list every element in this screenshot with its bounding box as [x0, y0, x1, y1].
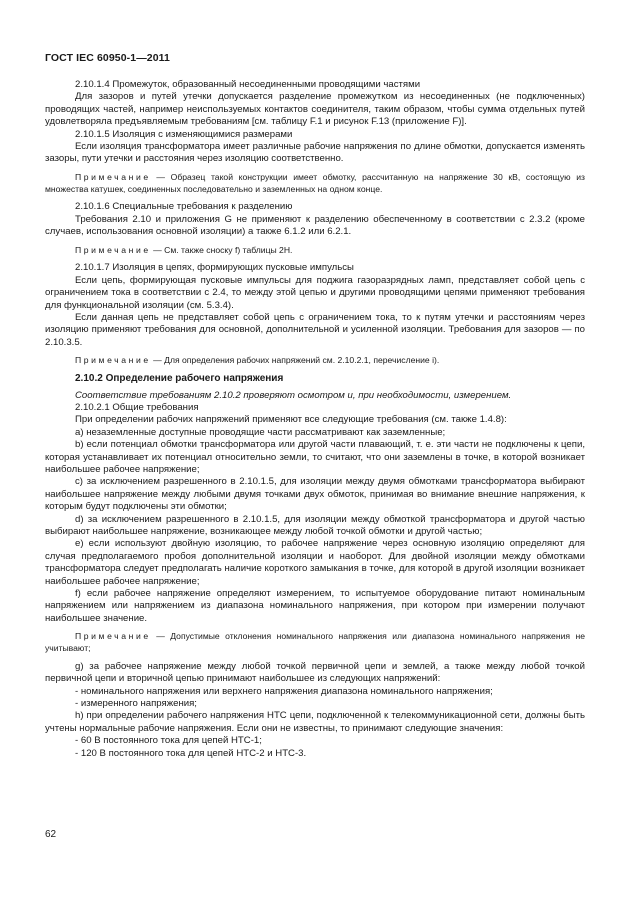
paragraph: 2.10.1.4 Промежуток, образованный несоединенными проводящими частями	[75, 79, 421, 90]
note-text: — Для определения рабочих напряжений см. 2.10.2.1, перечисление i).	[150, 355, 440, 366]
paragraph: Требования 2.10 и приложения G не применяют к разделению обеспеченному в соответствии с 2.3.2 (кроме случаев, использования основной изоляции) а также 6.1.2 или 6.2.1.	[45, 213, 585, 238]
note-text: — Образец такой конструкции имеет обмотку, рассчитанную на напряжение 30 кВ, состоящую из множества катушек, соединенных последовательно и заземленных на одном конце.	[45, 171, 585, 194]
paragraph: Для зазоров и путей утечки допускается разделение промежутком из несоединенных (не подключенных) проводящих частей, например неиспользуемых контактов соединителя, таким образом, чтобы сумма отдельных путей удовлетворяла предъявляемым требованиям [см. таблицу F.1 и рисунок F.13 (приложение F)].	[45, 91, 585, 128]
note-text: — См. также сноску f) таблицы 2Н.	[150, 244, 293, 255]
paragraph: h) при определении рабочего напряжения НТС цепи, подключенной к телекоммуникационной сети, должны быть учтены нормальные рабочие напряжения. Если они не известны, то принимают следующие значения:	[45, 710, 585, 734]
note-paragraph	[45, 631, 585, 655]
paragraph: Соответствие требованиям 2.10.2 проверяют осмотром и, при необходимости, измерением.	[75, 389, 512, 401]
paragraph: - 60 В постоянного тока для цепей НТС-1;	[75, 735, 262, 747]
note-paragraph	[45, 172, 585, 196]
paragraph: Если данная цепь не представляет собой цепь с ограничением тока, то к путям утечки и расстояниям через изоляцию применяют требования для основной, дополнительной и усиленной изоляции. Требования для зазоров — по 2.10.3.5.	[45, 312, 585, 348]
note-lead: Примечание	[75, 355, 151, 366]
paragraph: При определении рабочих напряжений применяют все следующие требования (см. также 1.4.8):	[75, 414, 507, 426]
paragraph: b) если потенциал обмотки трансформатора или другой части плавающий, т. е. эти части не подключены к цепи, которая устанавливает их потенциал относительно земли, то считают, что они заземлены в точке, в которой возникает наибольшее рабочее напряжение;	[45, 439, 585, 475]
note-lead: Примечание	[75, 631, 151, 642]
paragraph: 2.10.1.6 Специальные требования к разделению	[75, 201, 293, 213]
paragraph: d) за исключением разрешенного в 2.10.1.5, для изоляции между обмоткой трансформатора и другой частью выбирают наибольшее напряжение, возникающее между любой точкой обмотки и другой частью;	[45, 513, 585, 537]
paragraph: a) незаземленные доступные проводящие части рассматривают как заземленные;	[75, 426, 446, 438]
page-number: 62	[45, 829, 57, 840]
paragraph: 2.10.1.5 Изоляция с изменяющимися размерами	[75, 128, 293, 140]
note-lead: Примечание	[75, 171, 151, 182]
paragraph: Если изоляция трансформатора имеет различные рабочие напряжения по длине обмотки, допускается изменять зазоры, пути утечки и расстояния через изоляцию соответственно.	[45, 141, 585, 165]
paragraph: f) если рабочее напряжение определяют измерением, то испытуемое оборудование питают номинальным напряжением или напряжением из диапазона номинального напряжения, при котором при измерении получают наибольшее значение.	[45, 588, 585, 624]
paragraph: - 120 В постоянного тока для цепей НТС-2 и НТС-3.	[75, 747, 307, 759]
section-heading: 2.10.2 Определение рабочего напряжения	[75, 373, 284, 385]
document-body	[45, 79, 585, 760]
paragraph: e) если используют двойную изоляцию, то рабочее напряжение через основную изоляцию определяют для случая предполагаемого пробоя дополнительной изоляции и наоборот. Для двойной изоляции между обмотками трансформатора следует предполагать наличие короткого замыкания в точке, для которой в другой изоляции возникает наибольшее рабочее напряжение;	[45, 538, 585, 587]
paragraph: - номинального напряжения или верхнего напряжения диапазона номинального напряжения;	[75, 685, 493, 697]
paragraph: Если цепь, формирующая пусковые импульсы для поджига газоразрядных ламп, представляет собой цепь с ограничением тока в соответствии с 2.4, то между этой цепью и другими проводящими цепями применяют требования для функциональной изоляции (см. 5.3.4).	[45, 274, 585, 311]
note-text: — Допустимые отклонения номинального напряжения или диапазона номинального напряжения не учитывают;	[45, 631, 585, 654]
document-header: ГОСТ IEC 60950-1—2011	[45, 52, 170, 64]
paragraph: 2.10.2.1 Общие требования	[75, 401, 199, 413]
note-lead: Примечание	[75, 244, 151, 255]
paragraph: 2.10.1.7 Изоляция в цепях, формирующих пусковые импульсы	[75, 262, 354, 274]
paragraph: - измеренного напряжения;	[75, 698, 197, 710]
paragraph: c) за исключением разрешенного в 2.10.1.5, для изоляции между двумя обмотками трансформатора выбирают наибольшее напряжение между любыми двумя точками двух обмоток, принимая во внимание внешние напряжения, к которым будут подключены эти обмотки;	[45, 476, 585, 513]
note-paragraph	[45, 245, 585, 257]
note-paragraph	[45, 355, 585, 367]
paragraph: g) за рабочее напряжение между любой точкой первичной цепи и землей, а также между любой точкой первичной цепи и вторичной цепью принимают наибольшее из следующих напряжений:	[45, 660, 585, 685]
